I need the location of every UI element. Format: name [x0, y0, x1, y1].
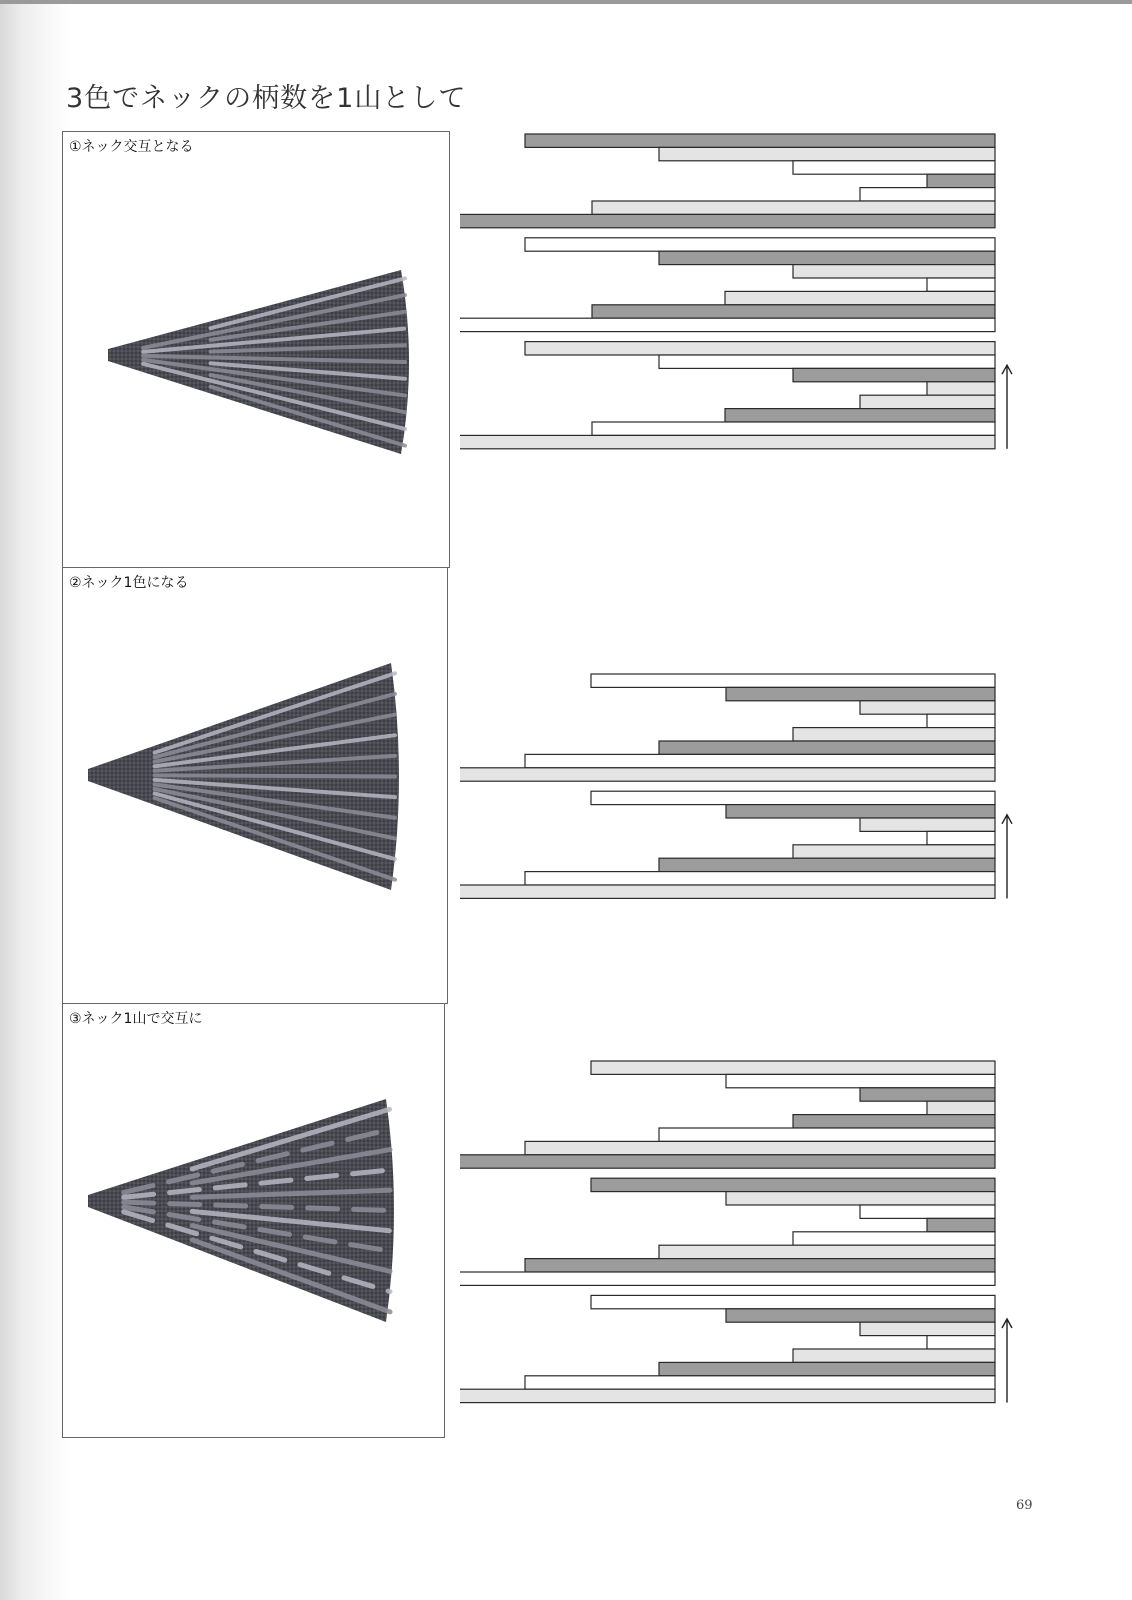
stripe-bar-light	[793, 728, 995, 741]
stripe-bar-light	[793, 845, 995, 858]
stripe-bar-light	[460, 768, 995, 781]
stripe-bar-dark	[525, 1259, 995, 1272]
stripe-bar-dark	[460, 1155, 995, 1168]
stripe-bar-white	[592, 422, 995, 435]
stripe-bar-white	[927, 714, 995, 727]
stripe-bar-dark	[927, 174, 995, 187]
stripe-diagram-one-ridge-alternating	[460, 1053, 1040, 1453]
fan-stripe	[155, 775, 395, 776]
knitting-direction-arrow-icon	[1002, 365, 1012, 449]
stripe-bar-white	[927, 278, 995, 291]
stripe-bar-dark	[592, 305, 995, 318]
section-label: ③ネック1山で交互に	[69, 1011, 203, 1027]
stripe-bar-white	[591, 674, 995, 687]
stripe-bar-dark	[726, 805, 995, 818]
stripe-bar-dark	[659, 741, 995, 754]
knitted-fan-photo	[63, 568, 447, 1003]
section-label: ②ネック1色になる	[69, 575, 189, 591]
stripe-bar-light	[591, 1061, 995, 1074]
stripe-bar-light	[460, 435, 995, 448]
stripe-bar-light	[659, 1245, 995, 1258]
stripe-bar-white	[659, 1128, 995, 1141]
stripe-bar-white	[460, 1272, 995, 1285]
book-spine-shadow	[0, 0, 70, 1600]
stripe-bar-white	[793, 1232, 995, 1245]
stripe-bar-dark	[726, 1309, 995, 1322]
knitted-fan-photo	[63, 132, 449, 567]
stripe-diagram-alternating-neck	[460, 126, 1040, 526]
page-title: 3色でネックの柄数を1山として	[66, 83, 467, 114]
stripe-bar-light	[725, 291, 995, 304]
page-number: 69	[1016, 1498, 1033, 1513]
stripe-bar-light	[525, 342, 995, 355]
photo-panel-one-ridge-alternating	[62, 1003, 445, 1438]
stripe-bar-light	[460, 885, 995, 898]
photo-panel-single-color-neck	[62, 567, 448, 1004]
stripe-bar-light	[860, 818, 995, 831]
photo-panel-alternating-neck	[62, 131, 450, 568]
knitted-fan-photo	[63, 1004, 444, 1437]
stripe-bar-light	[460, 1389, 995, 1402]
stripe-bar-light	[793, 1349, 995, 1362]
stripe-bar-light	[793, 265, 995, 278]
stripe-bar-white	[927, 831, 995, 844]
stripe-bar-light	[927, 1101, 995, 1114]
stripe-bar-white	[525, 872, 995, 885]
stripe-bar-dark	[525, 134, 995, 147]
knitting-direction-arrow-icon	[1002, 815, 1012, 899]
stripe-bar-white	[525, 238, 995, 251]
stripe-bar-light	[860, 395, 995, 408]
page-top-edge	[0, 0, 1132, 4]
stripe-bar-white	[659, 355, 995, 368]
stripe-bar-dark	[460, 214, 995, 227]
stripe-bar-light	[927, 382, 995, 395]
stripe-bar-dark	[793, 368, 995, 381]
stripe-bar-light	[525, 1141, 995, 1154]
stripe-bar-white	[927, 1336, 995, 1349]
stripe-bar-white	[591, 1295, 995, 1308]
stripe-bar-light	[659, 147, 995, 160]
stripe-bar-white	[860, 188, 995, 201]
stripe-bar-dark	[725, 409, 995, 422]
stripe-bar-dark	[659, 1362, 995, 1375]
stripe-bar-light	[860, 701, 995, 714]
stripe-bar-white	[460, 318, 995, 331]
stripe-bar-dark	[927, 1218, 995, 1231]
stripe-bar-white	[726, 1074, 995, 1087]
stripe-bar-white	[860, 1205, 995, 1218]
stripe-bar-dark	[591, 1178, 995, 1191]
stripe-bar-white	[793, 161, 995, 174]
stripe-bar-white	[525, 1376, 995, 1389]
stripe-bar-dark	[659, 251, 995, 264]
knitting-direction-arrow-icon	[1002, 1319, 1012, 1403]
stripe-bar-dark	[860, 1088, 995, 1101]
stripe-bar-dark	[659, 858, 995, 871]
stripe-bar-light	[592, 201, 995, 214]
stripe-bar-white	[525, 754, 995, 767]
stripe-diagram-single-color-neck	[460, 666, 1040, 946]
stripe-bar-dark	[726, 687, 995, 700]
stripe-bar-dark	[793, 1115, 995, 1128]
stripe-bar-light	[726, 1192, 995, 1205]
stripe-bar-light	[860, 1322, 995, 1335]
section-label: ①ネック交互となる	[69, 139, 194, 155]
stripe-bar-white	[591, 791, 995, 804]
